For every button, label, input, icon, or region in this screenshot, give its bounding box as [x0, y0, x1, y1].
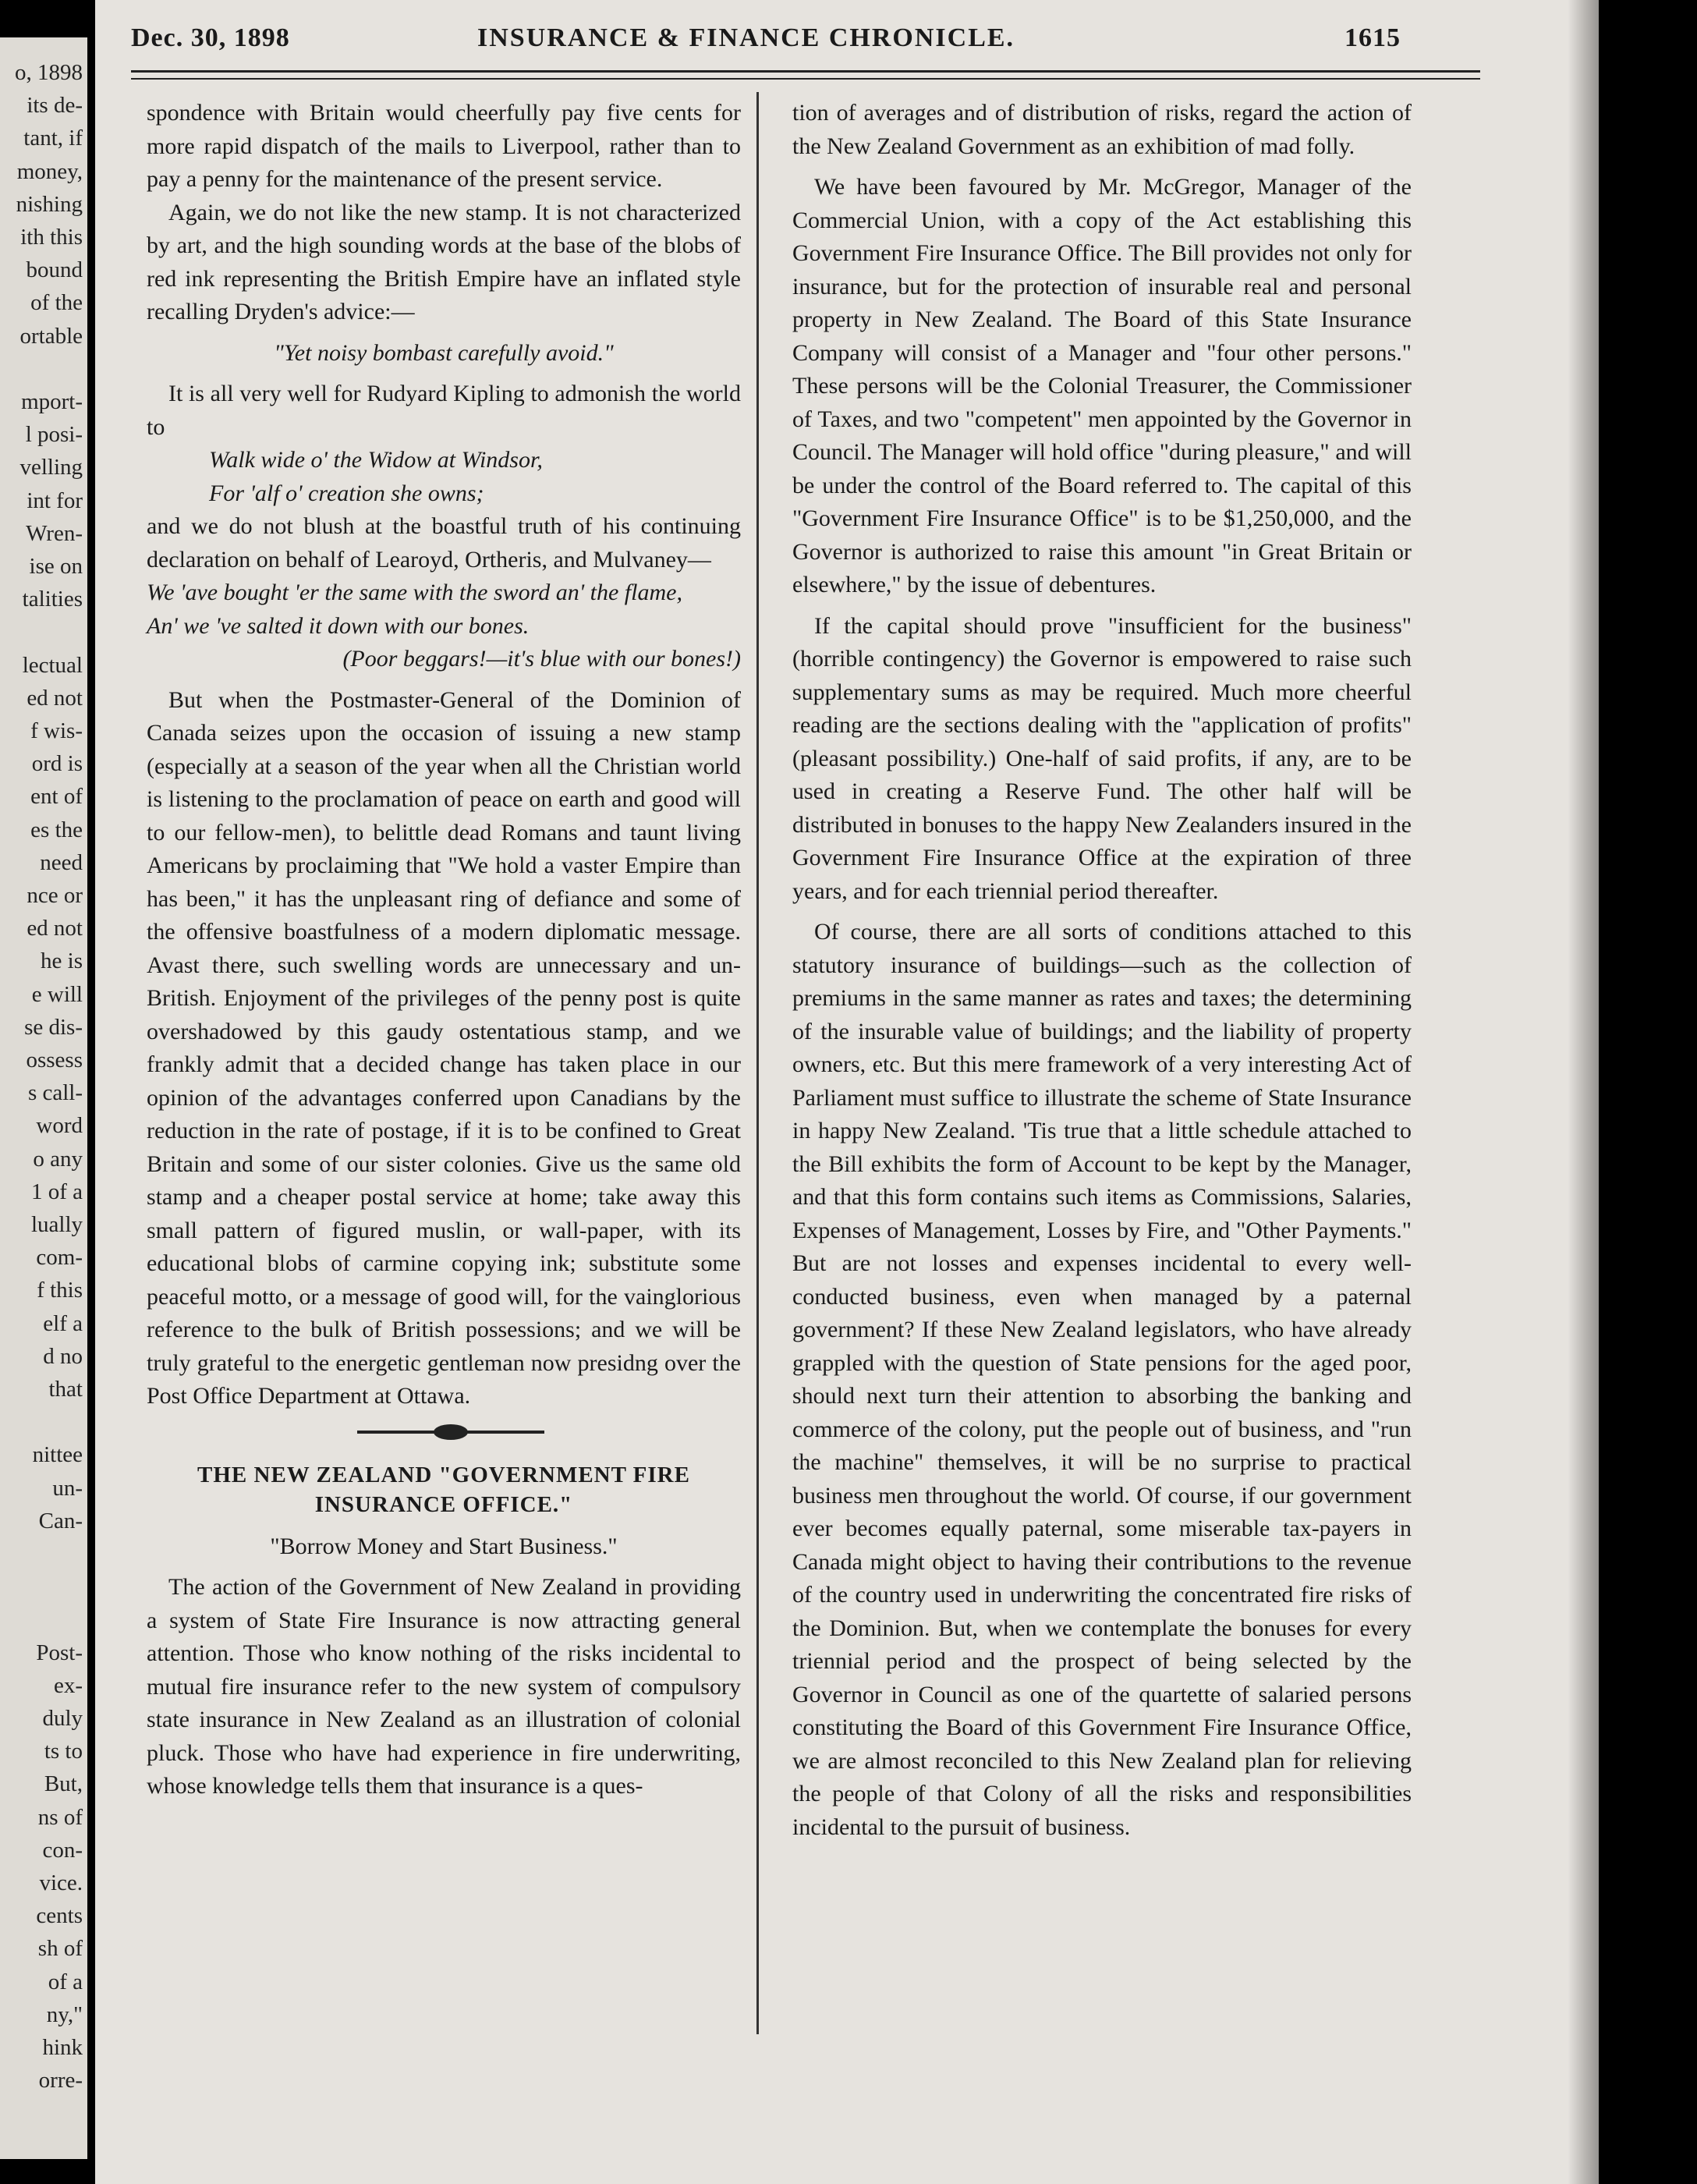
margin-fragment: cents [36, 1903, 83, 1929]
margin-fragment: lectual [22, 652, 83, 678]
paragraph: It is all very well for Rudyard Kipling to admonish the world to [147, 381, 741, 440]
margin-fragment: money, [16, 158, 83, 184]
margin-fragment: f wis- [30, 718, 83, 743]
margin-fragment: hink [42, 2035, 83, 2060]
margin-fragment: ns of [37, 1804, 83, 1830]
margin-fragment: ith this [20, 225, 83, 250]
margin-fragment: ex- [53, 1672, 83, 1698]
margin-fragment: ed not [27, 685, 83, 711]
page-edge-shadow [1568, 0, 1599, 2184]
margin-fragment: ts to [44, 1739, 83, 1764]
margin-fragment: se dis- [24, 1014, 83, 1040]
margin-fragment: f this [37, 1278, 83, 1303]
header-rule [131, 70, 1480, 73]
margin-fragment: d no [43, 1343, 83, 1369]
margin-fragment: e will [31, 981, 83, 1007]
margin-fragment: nce or [27, 883, 83, 908]
column-divider [756, 92, 759, 2034]
margin-fragment: of the [30, 290, 83, 316]
margin-fragment: sh of [37, 1936, 83, 1962]
paragraph: Of course, there are all sorts of conditions attached to this statutory insurance of buildings—such as the collection of premiums in the same manner as rates and taxes; the determining of the insurable value of buildings; and the liability of property owners, etc. But this mere framework of a very interesting Act of Parliament must suffice to illustrate the scheme of State Insurance in happy New Zealand. 'Tis true that a little schedule attached to the Bill exhibits the form of Account to be kept by the Manager, and that this form contains such items as Commissions, Salaries, Expenses of Management, Losses by Fire, and "Other Payments." But are not losses and expenses incidental to every well-conducted business, even when managed by a paternal government? If these New Zealand legislators, who have already grappled with the question of State pensions for the aged poor, should next turn their attention to absorbing the banking and commerce of the colony, put the people out of business, and "run the machine" themselves, it will be no surprise to practical business men throughout the world. Of course, if our government ever becomes equally paternal, some miserable tax-payers in Canada might object to having their contributions to the revenue of the country used in underwriting the concentrated fire risks of the Dominion. But, when we contemplate the bonuses for every triennial period and the prospect of being selected by the Governor in Council as one of the quartette of salaried persons constituting the Board of this Government Fire Insurance Office, we are almost reconciled to this New Zealand plan for relieving the people of that Colony of all the risks and responsibilities incidental to the pursuit of business. [792, 919, 1412, 1840]
verse-line: For 'alf o' creation she owns; [209, 480, 484, 506]
verse-line: Walk wide o' the Widow at Windsor, [209, 447, 543, 473]
margin-fragment: ord is [31, 751, 83, 777]
paragraph: tion of averages and of distribution of risks, regard the action of the New Zealand Government as an exhibition of mad folly. [792, 100, 1412, 159]
section-ornament [147, 1413, 741, 1452]
margin-fragment: of a [48, 1969, 83, 1994]
article-subheading: "Borrow Money and Start Business." [270, 1533, 618, 1559]
adjacent-page-strip [0, 37, 87, 2159]
margin-fragment: l posi- [25, 422, 83, 448]
article-heading: THE NEW ZEALAND "GOVERNMENT FIRE INSURANCE OFFICE." [197, 1462, 690, 1517]
margin-fragment: elf a [43, 1310, 83, 1336]
header-date: Dec. 30, 1898 [131, 23, 290, 52]
margin-fragment: its de- [27, 93, 83, 119]
margin-fragment: lually [30, 1212, 83, 1237]
margin-fragment: ed not [27, 916, 83, 941]
margin-fragment: word [36, 1113, 83, 1139]
left-column [147, 97, 741, 1803]
margin-fragment: velling [19, 455, 83, 480]
margin-fragment: ossess [26, 1048, 83, 1072]
margin-fragment: ortable [19, 323, 83, 349]
paragraph: Again, we do not like the new stamp. It is not characterized by art, and the high sounding words at the base of the blobs of red ink representing the British Empire have an inflated style recalling Dryden's advice:— [147, 199, 741, 324]
margin-fragment: Can- [38, 1508, 83, 1533]
margin-fragment: o, 1898 [15, 60, 83, 85]
ornament-center [434, 1424, 468, 1440]
paragraph: But when the Postmaster-General of the Dominion of Canada seizes upon the occasion of issuing a new stamp (especially at a season of the year when all the Christian world is listening to the proclamation of peace on earth and good will to our fellow-men), to belittle dead Romans and taunt living Americans by proclaiming that "We hold a vaster Empire than has been," it has the unpleasant ring of defiance and some of the offensive boastfulness of a modern diplomatic message. Avast there, such swelling words are unnecessary and un-British. Enjoyment of the privileges of the penny post is quite overshadowed by this gaudy ostentatious stamp, and we frankly admit that a decided change has taken place in our opinion of the advantages conferred upon Canadians by the reduction in the rate of postage, if it is to be confined to Great Britain and some of our sister colonies. Give us the same old stamp and a cheaper postal service at home; take away this small pattern of figured muslin, or wall-paper, with its educational blobs of carmine copying ink; substitute some peaceful motto, or a message of good will, for the vainglorious reference to the bulk of British possessions; and we will be truly grateful to the energetic gentleman now presidng over the Post Office Department at Ottawa. [147, 686, 741, 1409]
header-rule-thin [131, 78, 1480, 80]
header-page-number: 1615 [1344, 23, 1401, 52]
margin-fragment: 1 of a [30, 1179, 83, 1204]
margin-fragment: bound [26, 257, 83, 283]
verse-quote: "Yet noisy bombast carefully avoid." [274, 339, 614, 366]
paragraph: The action of the Government of New Zealand in providing a system of State Fire Insurance is now attracting general attention. Those who know nothing of the risks incidental to mutual fire insurance refer to the new system of compulsory state insurance in New Zealand as an illustration of colonial pluck. Those who have had experience in fire underwriting, whose knowledge tells them that insurance is a ques- [147, 1574, 741, 1799]
margin-fragment: Post- [36, 1640, 83, 1665]
newspaper-page [95, 0, 1599, 2184]
verse-line: (Poor beggars!—it's blue with our bones!) [342, 646, 741, 672]
margin-fragment: orre- [38, 2068, 83, 2094]
margin-fragment: un- [52, 1475, 83, 1501]
margin-fragment: ise on [29, 554, 83, 579]
margin-fragment: vice. [39, 1870, 83, 1895]
margin-fragment: Wren- [26, 520, 83, 546]
margin-fragment: nishing [16, 191, 83, 217]
paragraph: and we do not blush at the boastful truth of his continuing declaration on behalf of Learoyd, Ortheris, and Mulvaney— [147, 513, 741, 573]
verse-line: We 'ave bought 'er the same with the sword an' the flame, [147, 580, 682, 605]
margin-fragment: mport- [21, 389, 83, 414]
margin-fragment: that [48, 1377, 83, 1402]
margin-fragment: ny," [46, 2001, 83, 2027]
margin-fragment: duly [42, 1706, 83, 1731]
margin-fragment: con- [42, 1837, 83, 1863]
margin-fragment: s call- [27, 1080, 83, 1106]
margin-fragment: need [40, 849, 83, 875]
margin-fragment: ent of [30, 784, 83, 810]
margin-fragment: But, [44, 1771, 83, 1797]
margin-fragment: nittee [32, 1442, 83, 1468]
right-column [792, 97, 1412, 1844]
margin-fragment: o any [33, 1146, 83, 1172]
header-title: INSURANCE & FINANCE CHRONICLE. [477, 23, 1015, 52]
margin-fragment: tant, if [23, 126, 83, 151]
margin-fragment: talities [22, 587, 83, 612]
verse-line: An' we 've salted it down with our bones. [147, 612, 530, 639]
paragraph: spondence with Britain would cheerfully pay five cents for more rapid dispatch of the mails to Liverpool, rather than to pay a penny for the maintenance of the present service. [147, 100, 741, 192]
margin-fragment: he is [41, 948, 83, 974]
margin-fragment: int for [27, 488, 83, 513]
paragraph: We have been favoured by Mr. McGregor, Manager of the Commercial Union, with a copy of the Act establishing this Government Fire Insurance Office. The Bill provides not only for insurance, but for the protection of insurable real and personal property in New Zealand. The Board of this State Insurance Company will consist of a Manager and "four other persons." These persons will be the Colonial Treasurer, the Commissioner of Taxes, and two "competent" men appointed by the Governor in Council. The Manager will hold office "during pleasure," and will be under the control of the Board referred to. The capital of this "Government Fire Insurance Office" is to be $1,250,000, and the Governor is authorized to raise this amount "in Great Britain or elsewhere," by the issue of debentures. [792, 174, 1412, 597]
paragraph: If the capital should prove "insufficient for the business" (horrible contingency) the Governor is empowered to raise such supplementary sums as may be required. Much more cheerful reading are the sections dealing with the "application of profits" (pleasant possibility.) One-half of said profits, if any, are to be used in creating a Reserve Fund. The other half will be distributed in bonuses to the happy New Zealanders insured in the Government Fire Insurance Office at the expiration of three years, and for each triennial period thereafter. [792, 612, 1412, 904]
margin-fragment: es the [30, 817, 83, 842]
margin-fragment: com- [36, 1245, 83, 1271]
